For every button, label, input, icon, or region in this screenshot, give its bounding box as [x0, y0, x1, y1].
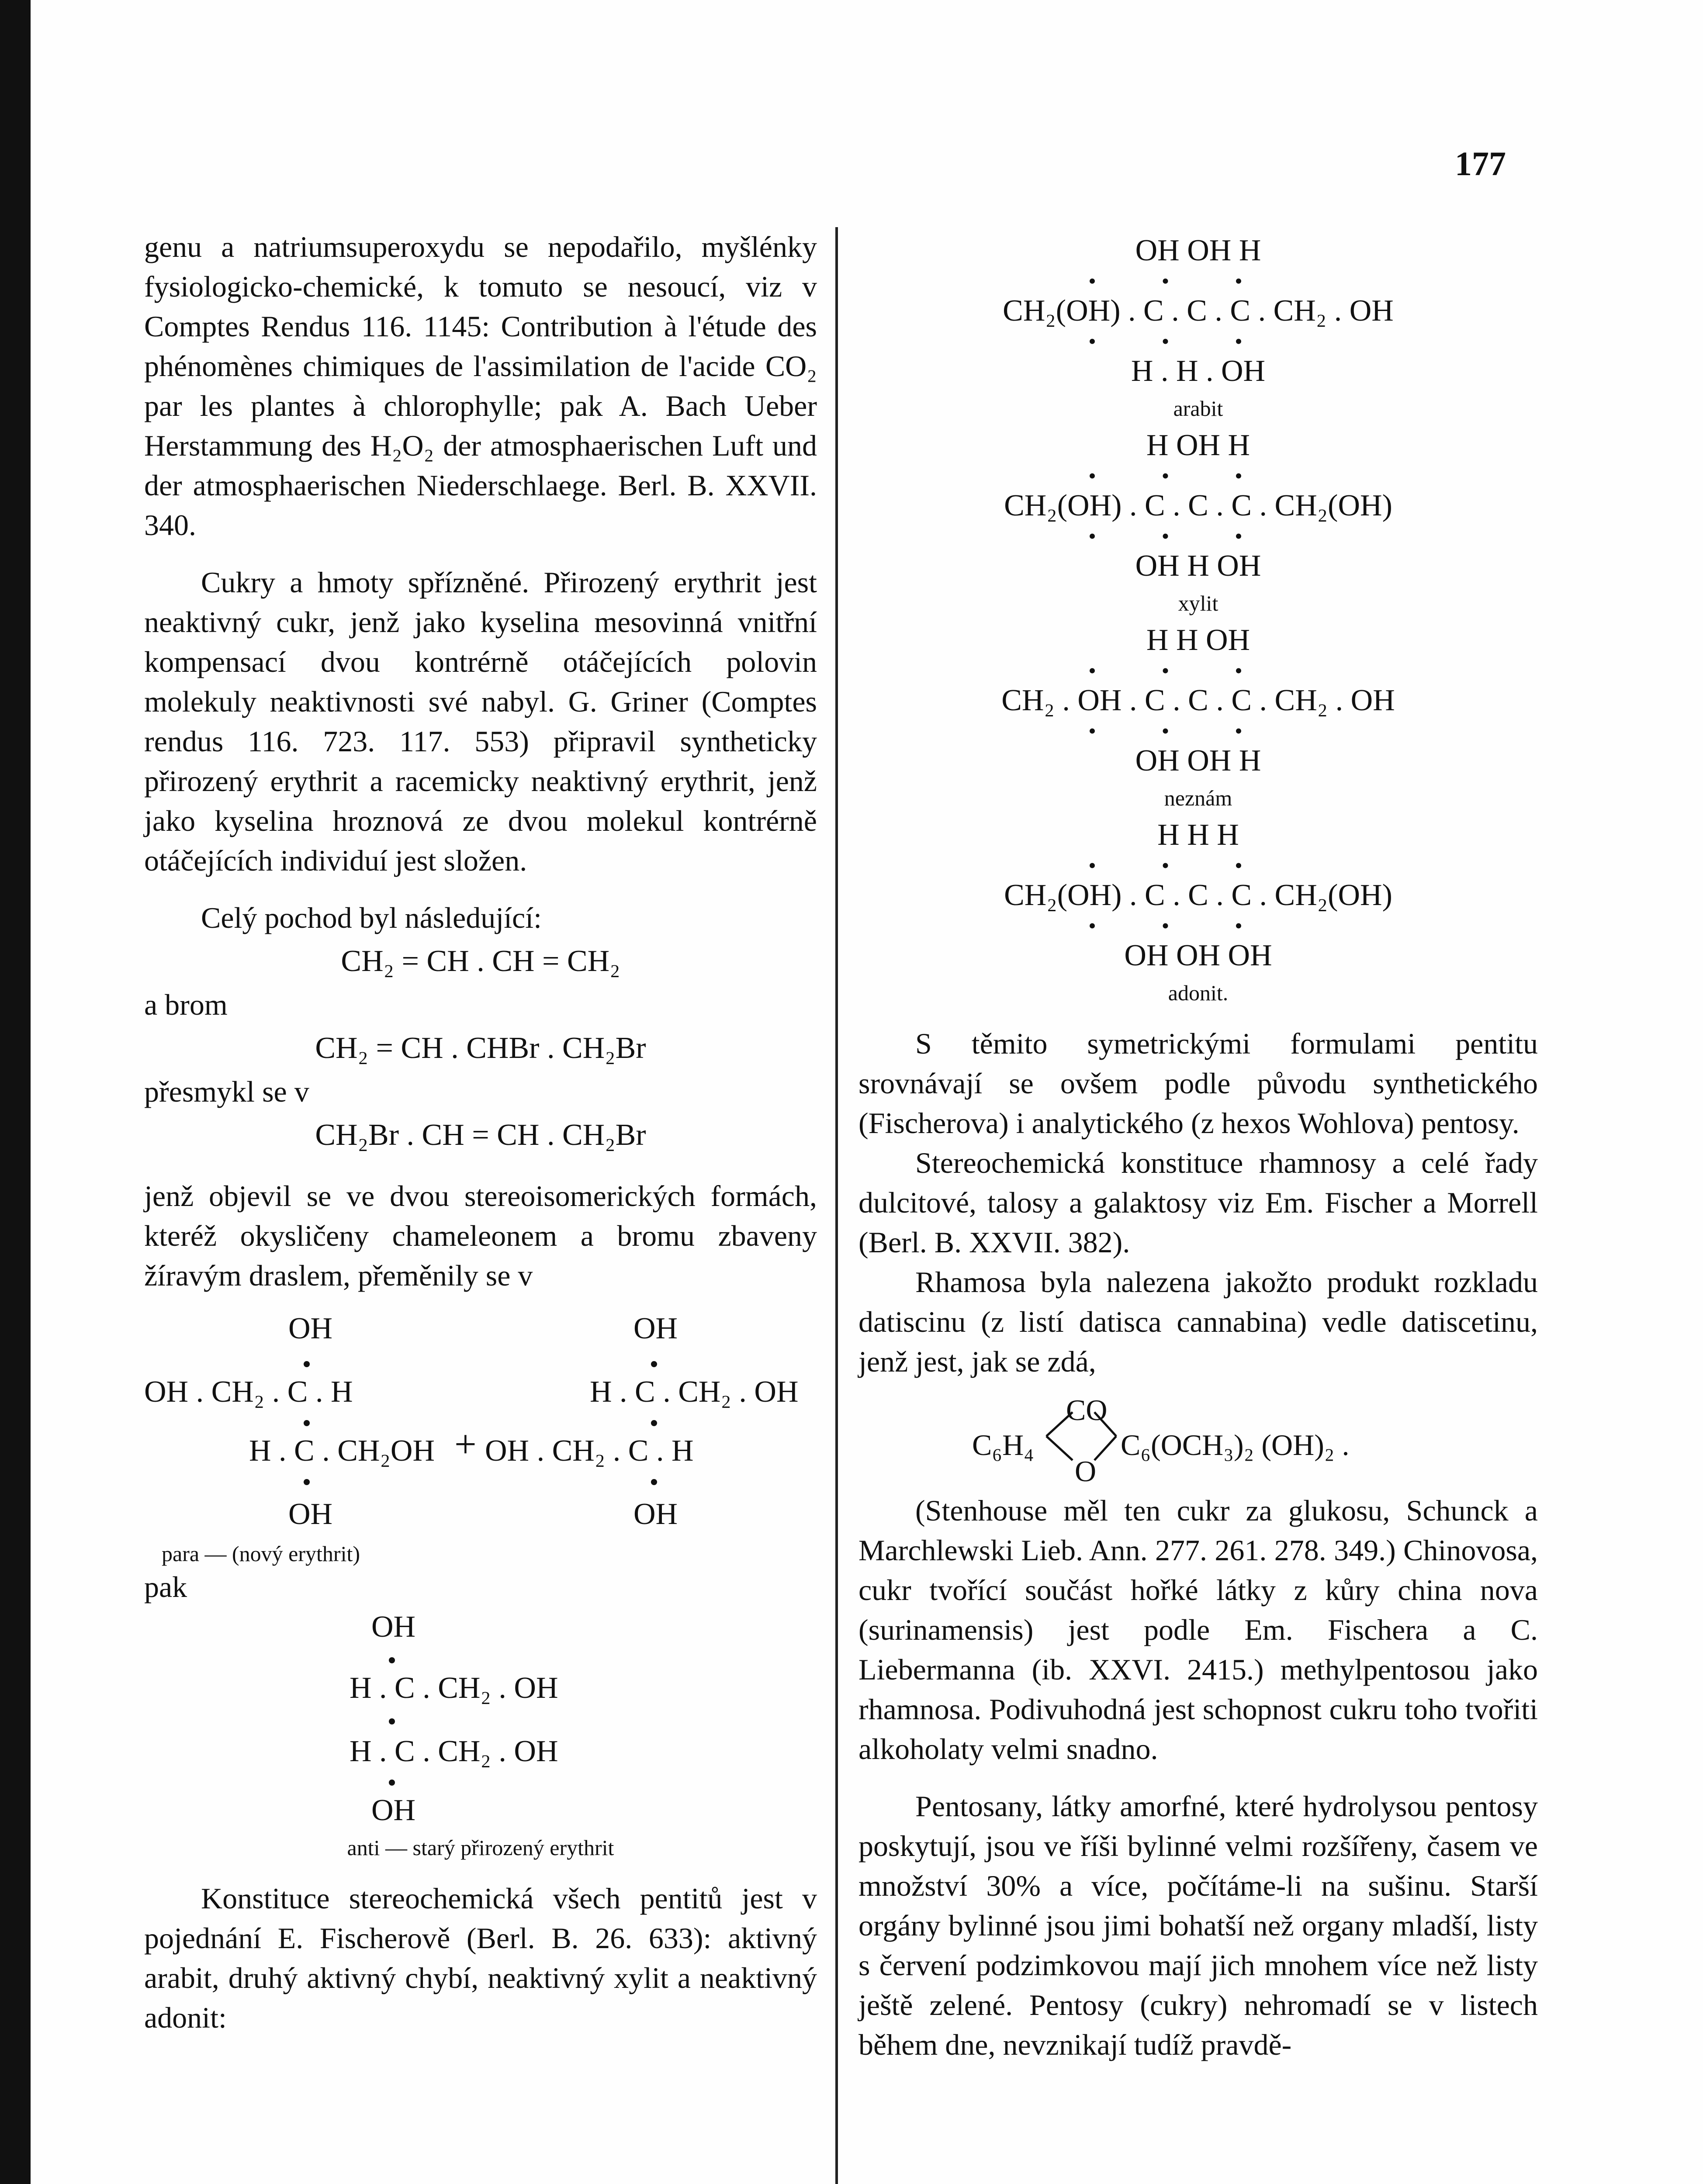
- structure-adonit: [858, 812, 1538, 1006]
- paragraph-stereoisomers: jenž objevil se ve dvou stereoisomerických formách, kteréž okysličeny chameleonem a bromu zbaveny žíravým draslem, přeměnily se v: [144, 1179, 817, 1292]
- label-bromine: a brom: [144, 988, 228, 1021]
- paragraph-pentosany: Pentosany, látky amorfné, které hydrolysou pentosy poskytují, jsou ve říši bylinné velmi rozšířeny, časem ve množství 30% a více, počítáme-li na sušinu. Starší orgány bylinné jsou jimi bohatší než organy mladší, listy s červení podzimkovou mají jich mnohem více než listy ještě zelené. Pentosy (cukry) nehromadí se v listech během dne, nevznikají tudíž pravdě-: [858, 1790, 1538, 2061]
- structure-main: CH₂(OH) . C . C . C . CH₂(OH): [1004, 878, 1392, 912]
- ring-co: CO: [1066, 1393, 1108, 1427]
- structure-main: CH₂ . OH . C . C . C . CH₂ . OH: [1001, 684, 1395, 717]
- formula-dibromide: CH₂ = CH . CHBr . CH₂Br: [315, 1031, 646, 1065]
- oh-label: OH: [371, 1794, 416, 1827]
- structure-main: CH₂(OH) . C . C . C . CH₂ . OH: [1003, 294, 1394, 328]
- formula-butadiene: CH₂ = CH . CH = CH₂: [341, 944, 620, 978]
- structure-row: H . C . CH₂OH: [249, 1434, 435, 1468]
- paragraph-rhamnosa: Stereochemická konstituce rhamnosy a celé řady dulcitové, talosy a galaktosy viz Em. Fischer a Morrell (Berl. B. XXVII. 382).: [858, 1146, 1538, 1259]
- structure-arabit: [858, 227, 1538, 422]
- structure-row: OH . CH₂ . C . H: [485, 1434, 694, 1468]
- oh-label: OH: [633, 1312, 678, 1345]
- structure-name: neznám: [1164, 786, 1232, 810]
- ring-left: C₆H₄: [972, 1428, 1034, 1462]
- label-then: pak: [144, 1570, 187, 1603]
- oh-label: OH: [288, 1312, 333, 1345]
- paragraph-pentitols: Konstituce stereochemická všech pentitů jest v pojednání E. Fischerově (Berl. B. 26. 633): aktivný arabit, druhý aktivný chybí, neaktivný xylit a neaktivný adonit:: [144, 1882, 817, 2034]
- structure-bottom: OH H OH: [1135, 549, 1261, 583]
- paragraph-sugars: Cukry a hmoty spřízněné. Přirozený erythrit jest neaktivný cukr, jenž jako kyselina mesovinná vnitřní kompensací dvou kontrérně otáčejících polovin molekuly neaktivnosti své nabyl. G. Griner (Comptes rendus 116. 723. 117. 553) připravil syntheticky přirozený erythrit a racemicky neaktivný erythrit, jenž jako kyselina hroznová ze dvou molekul kontrérně otáčejících individuí jest složen.: [144, 566, 817, 877]
- structure-row: H . C . CH₂ . OH: [350, 1671, 558, 1705]
- structure-anti-erythrit: [144, 1607, 817, 1834]
- ring-right: C₆(OCH₃)₂ (OH)₂ .: [1121, 1428, 1350, 1462]
- paragraph-1: genu a natriumsuperoxydu se nepodařilo, myšlénky fysiologicko-chemické, k tomuto se nesoucí, viz v Comptes Rendus 116. 1145: Contribution à l'étude des phénomènes chimiques de l'assimilation de l'acide CO₂ par les plantes à chlorophylle; pak A. Bach Ueber Herstammung des H₂O₂ der atmosphaerischen Luft und der atmosphaerischen Niederschlaege. Berl. B. XXVII. 340.: [144, 230, 817, 542]
- structure-name: arabit: [1173, 396, 1223, 421]
- structure-row: H . C . CH₂ . OH: [590, 1375, 799, 1409]
- bond-dots: •••: [1088, 269, 1308, 293]
- structure-name: xylit: [1178, 591, 1218, 615]
- caption-para: para — (nový erythrit): [162, 1541, 360, 1566]
- bond-dots: •••: [1088, 719, 1308, 743]
- bond-dots: •••: [1088, 524, 1308, 548]
- oh-label: OH: [633, 1497, 678, 1531]
- structure-bottom: OH OH OH: [1124, 939, 1272, 972]
- paragraph-process: Celý pochod byl následující:: [201, 901, 542, 934]
- structure-top: H OH H: [1146, 429, 1250, 462]
- bond-dots: •••: [1088, 463, 1308, 488]
- structure-top: H H H: [1157, 818, 1239, 852]
- oh-label: OH: [371, 1610, 416, 1644]
- structure-xylit: [858, 422, 1538, 617]
- structure-bottom: H . H . OH: [1131, 354, 1266, 388]
- bond-dots: •••: [1088, 329, 1308, 353]
- plus-sign: +: [454, 1423, 477, 1466]
- structure-unknown: [858, 617, 1538, 812]
- paragraph-chinovosa: (Stenhouse měl ten cukr za glukosu, Schunck a Marchlewski Lieb. Ann. 277. 261. 278. 349.) Chinovosa, cukr tvořící součást hořké látky z kůry china nova (surinamensis) jest podle Em. Fischera a C. Liebermanna (ib. XXVI. 2415.) methylpentosou jako rhamnosa. Podivuhodná jest schopnost cukru toho tvořiti alkoholaty velmi snadno.: [858, 1494, 1538, 1766]
- label-rearranged: přesmykl se v: [144, 1075, 309, 1108]
- paragraph-symmetric: S těmito symetrickými formulami pentitu srovnávají se ovšem podle původu synthetického (Fischerova) i analytického (z hexos Wohlova) pentosy.: [858, 1027, 1538, 1140]
- page-number: 177: [1455, 145, 1506, 183]
- structure-para-erythrit: [144, 1296, 817, 1540]
- left-column: [144, 227, 817, 2038]
- structure-datiscetin: [858, 1382, 1538, 1491]
- column-divider: [835, 227, 838, 2184]
- bond-dots: •••: [1088, 853, 1308, 878]
- bond-dots: •••: [1088, 658, 1308, 683]
- paragraph-datiscin: Rhamosa byla nalezena jakožto produkt rozkladu datiscinu (z listí datisca cannabina) vedle datiscetinu, jenž jest, jak se zdá,: [858, 1265, 1538, 1378]
- formula-rearranged: CH₂Br . CH = CH . CH₂Br: [315, 1118, 646, 1152]
- oh-label: OH: [288, 1497, 333, 1531]
- ring-o: O: [1075, 1455, 1097, 1488]
- structure-name: adonit.: [1168, 981, 1229, 1005]
- caption-anti: anti — starý přirozený erythrit: [347, 1835, 614, 1860]
- structure-top: H H OH: [1146, 623, 1250, 657]
- structure-bottom: OH OH H: [1135, 744, 1261, 778]
- structure-row: H . C . CH₂ . OH: [350, 1735, 558, 1768]
- structure-main: CH₂(OH) . C . C . C . CH₂(OH): [1004, 489, 1392, 522]
- scan-edge: [0, 0, 31, 2184]
- right-column: [858, 227, 1538, 2065]
- structure-row: OH . CH₂ . C . H: [144, 1375, 353, 1409]
- bond-dots: •••: [1088, 913, 1308, 938]
- structure-top: OH OH H: [1135, 234, 1261, 267]
